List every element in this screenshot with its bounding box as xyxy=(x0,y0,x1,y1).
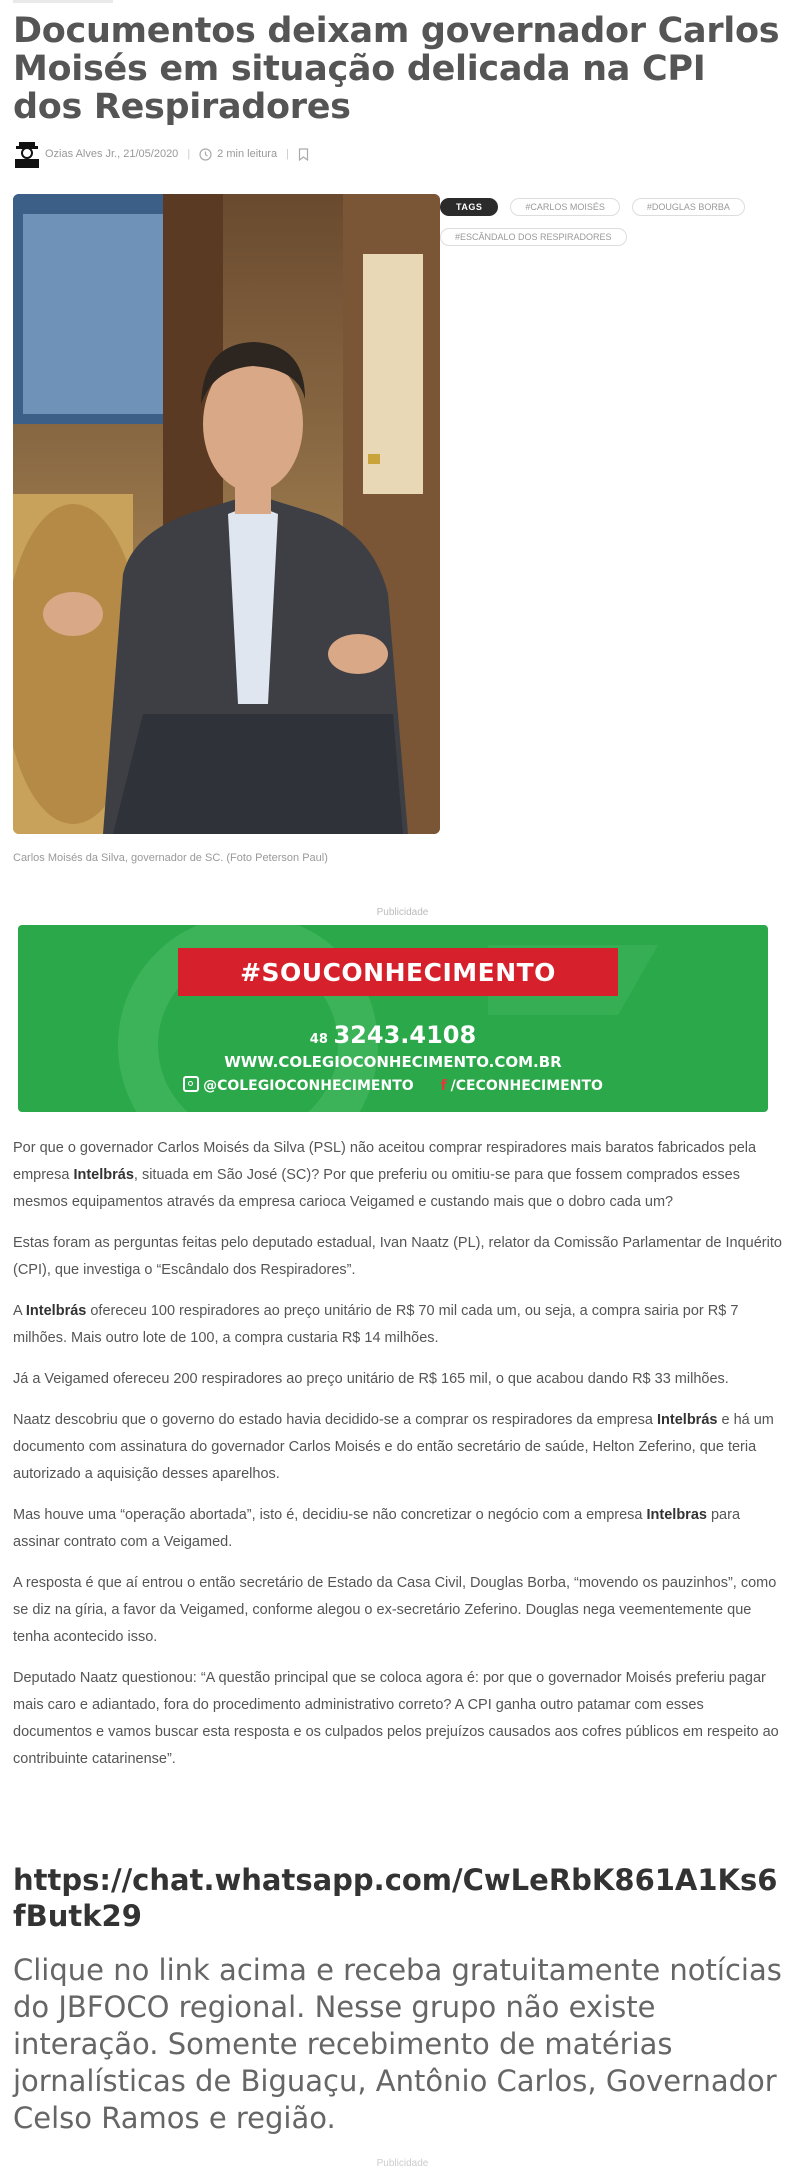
article-body xyxy=(13,1135,783,1787)
featured-image xyxy=(13,194,440,834)
whatsapp-note: Clique no link acima e receba gratuitamente notícias do JBFOCO regional. Nesse grupo não existe interação. Somente recebimento de matérias jornalísticas de Biguaçu, Antônio Carlos, Governador Celso Ramos e região. xyxy=(13,1953,782,2135)
meta-separator: | xyxy=(286,148,289,160)
paragraph-text: Já a Veigamed ofereceu 200 respiradores ao preço unitário de R$ 165 mil, o que acabou dando R$ 33 milhões. xyxy=(13,1371,729,1387)
ad-hashtag: #SOUCONHECIMENTO xyxy=(178,948,618,996)
paragraph-text: A xyxy=(13,1303,26,1319)
ad-phone xyxy=(18,1021,768,1049)
article-paragraph xyxy=(13,1230,783,1284)
paragraph-text: Deputado Naatz questionou: “A questão principal que se coloca agora é: por que o governador Moisés preferiu pagar mais caro e adiantado, fora do procedimento administrativo correto? A CPI ganha outro patamar com esses documentos e vamos buscar esta resposta e os culpados pelos prejuízos causados aos cofres públicos em respeito ao contribuinte catarinense”. xyxy=(13,1670,779,1767)
paragraph-text: Naatz descobriu que o governo do estado havia decidido-se a comprar os respiradores da empresa xyxy=(13,1412,658,1428)
paragraph-text: Mas houve uma “operação abortada”, isto é, decidiu-se não concretizar o negócio com a empresa xyxy=(13,1507,647,1523)
ad-area-code: 48 xyxy=(309,1032,328,1047)
article-paragraph xyxy=(13,1665,783,1773)
tag-link[interactable]: #DOUGLAS BORBA xyxy=(632,198,745,216)
ad-website: WWW.COLEGIOCONHECIMENTO.COM.BR xyxy=(224,1053,562,1071)
ad-social xyxy=(18,1076,768,1094)
top-decoration-bar xyxy=(13,0,113,3)
author-date[interactable]: Ozias Alves Jr., 21/05/2020 xyxy=(45,148,179,160)
article-title: Documentos deixam governador Carlos Moisés em situação delicada na CPI dos Respiradores xyxy=(13,11,780,127)
meta-separator: | xyxy=(187,148,191,160)
read-time-text: 2 min leitura xyxy=(217,148,278,160)
tags-label: TAGS xyxy=(440,198,498,216)
author-avatar-icon[interactable] xyxy=(13,140,41,168)
facebook-icon: f xyxy=(440,1078,447,1094)
tags-section xyxy=(440,198,785,246)
paragraph-text: para assinar contrato com a Veigamed. xyxy=(13,1507,741,1550)
bold-company-name: Intelbrás xyxy=(657,1412,718,1428)
paragraph-text: A resposta é que aí entrou o então secretário de Estado da Casa Civil, Douglas Borba, “movendo os pauzinhos”, como se diz na gíria, a favor da Veigamed, conforme alegou o ex-secretário Zeferino. Douglas nega veementemente que tenha acontecido isso. xyxy=(13,1575,777,1645)
paragraph-text: , situada em São José (SC)? Por que preferiu ou omitiu-se para que fossem comprados esses mesmos equipamentos através da empresa carioca Veigamed e custando mais que o dobro cada um? xyxy=(13,1167,740,1210)
footer-ad-label: Publicidade xyxy=(376,2158,429,2169)
article-meta xyxy=(13,140,309,168)
bold-company-name: Intelbrás xyxy=(25,1303,87,1319)
tag-link[interactable]: #ESCÂNDALO DOS RESPIRADORES xyxy=(440,228,627,246)
bookmark-icon[interactable] xyxy=(298,148,309,161)
ad-phone-number: 3243.4108 xyxy=(333,1021,477,1049)
article-paragraph xyxy=(13,1298,783,1352)
whatsapp-group-link[interactable]: https://chat.whatsapp.com/CwLeRbK861A1Ks6fButk29 xyxy=(13,1863,778,1933)
read-time xyxy=(199,148,277,161)
ad-instagram: @COLEGIOCONHECIMENTO xyxy=(203,1078,414,1094)
image-caption: Carlos Moisés da Silva, governador de SC. (Foto Peterson Paul) xyxy=(13,852,328,864)
tag-link[interactable]: #CARLOS MOISÉS xyxy=(510,198,620,216)
ad-banner[interactable] xyxy=(18,925,768,1112)
paragraph-text: e há um documento com assinatura do governador Carlos Moisés e do então secretário de saúde, Helton Zeferino, que teria autorizado a aquisição desses aparelhos. xyxy=(13,1412,774,1482)
ad-facebook: /CECONHECIMENTO xyxy=(450,1078,603,1094)
clock-icon xyxy=(199,148,212,161)
bold-company-name: Intelbras xyxy=(646,1507,707,1523)
bold-company-name: Intelbrás xyxy=(73,1167,134,1183)
article-paragraph xyxy=(13,1570,783,1651)
paragraph-text: Estas foram as perguntas feitas pelo deputado estadual, Ivan Naatz (PL), relator da Comissão Parlamentar de Inquérito (CPI), que investiga o “Escândalo dos Respiradores”. xyxy=(13,1235,782,1278)
instagram-icon xyxy=(183,1076,199,1092)
article-paragraph xyxy=(13,1366,783,1393)
ad-label: Publicidade xyxy=(376,907,429,918)
paragraph-text: ofereceu 100 respiradores ao preço unitário de R$ 70 mil cada um, ou seja, a compra sairia por R$ 7 milhões. Mais outro lote de 100, a compra custaria R$ 14 milhões. xyxy=(13,1303,739,1346)
article-paragraph xyxy=(13,1502,783,1556)
article-paragraph xyxy=(13,1407,783,1488)
paragraph-text: Por que o governador Carlos Moisés da Silva (PSL) não aceitou comprar respiradores mais baratos fabricados pela empresa xyxy=(13,1140,757,1183)
article-paragraph xyxy=(13,1135,783,1216)
